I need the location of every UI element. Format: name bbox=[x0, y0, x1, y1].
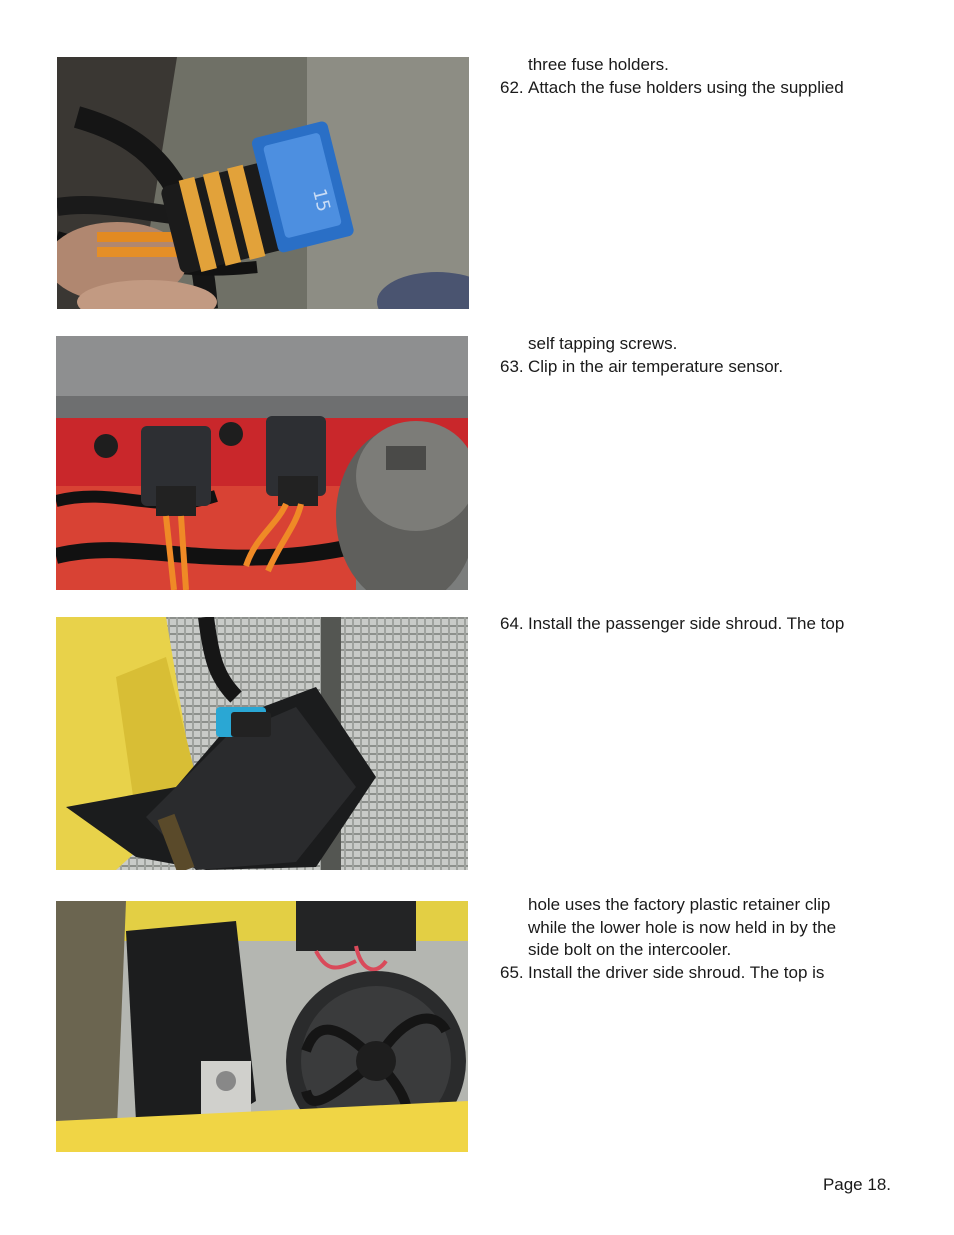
instruction-text: self tapping screws. bbox=[528, 334, 678, 353]
instruction-text: Install the passenger side shroud. The top bbox=[528, 614, 845, 633]
instruction-text: Attach the fuse holders using the supplied bbox=[528, 77, 844, 97]
photo-driver-shroud bbox=[56, 901, 468, 1152]
fuse-rating-label: 15 bbox=[308, 186, 335, 214]
step-number: 62. bbox=[500, 77, 524, 97]
step-number: 64. bbox=[500, 614, 524, 633]
photo-passenger-shroud bbox=[56, 617, 468, 870]
photo-mounted-fuse-holders bbox=[56, 336, 468, 590]
instruction-text: three fuse holders. bbox=[528, 55, 669, 74]
instruction-text: side bolt on the intercooler. bbox=[528, 940, 732, 959]
instruction-text: while the lower hole is now held in by the bbox=[528, 917, 837, 937]
instruction-text: Install the driver side shroud. The top is bbox=[528, 962, 825, 982]
instruction-text: hole uses the factory plastic retainer clip bbox=[528, 895, 831, 914]
instruction-text: Clip in the air temperature sensor. bbox=[528, 356, 784, 376]
page-number: Page 18. bbox=[822, 1175, 891, 1194]
photo-fuse-holder bbox=[57, 57, 469, 309]
step-number: 65. bbox=[500, 962, 524, 982]
step-number: 63. bbox=[500, 356, 524, 376]
